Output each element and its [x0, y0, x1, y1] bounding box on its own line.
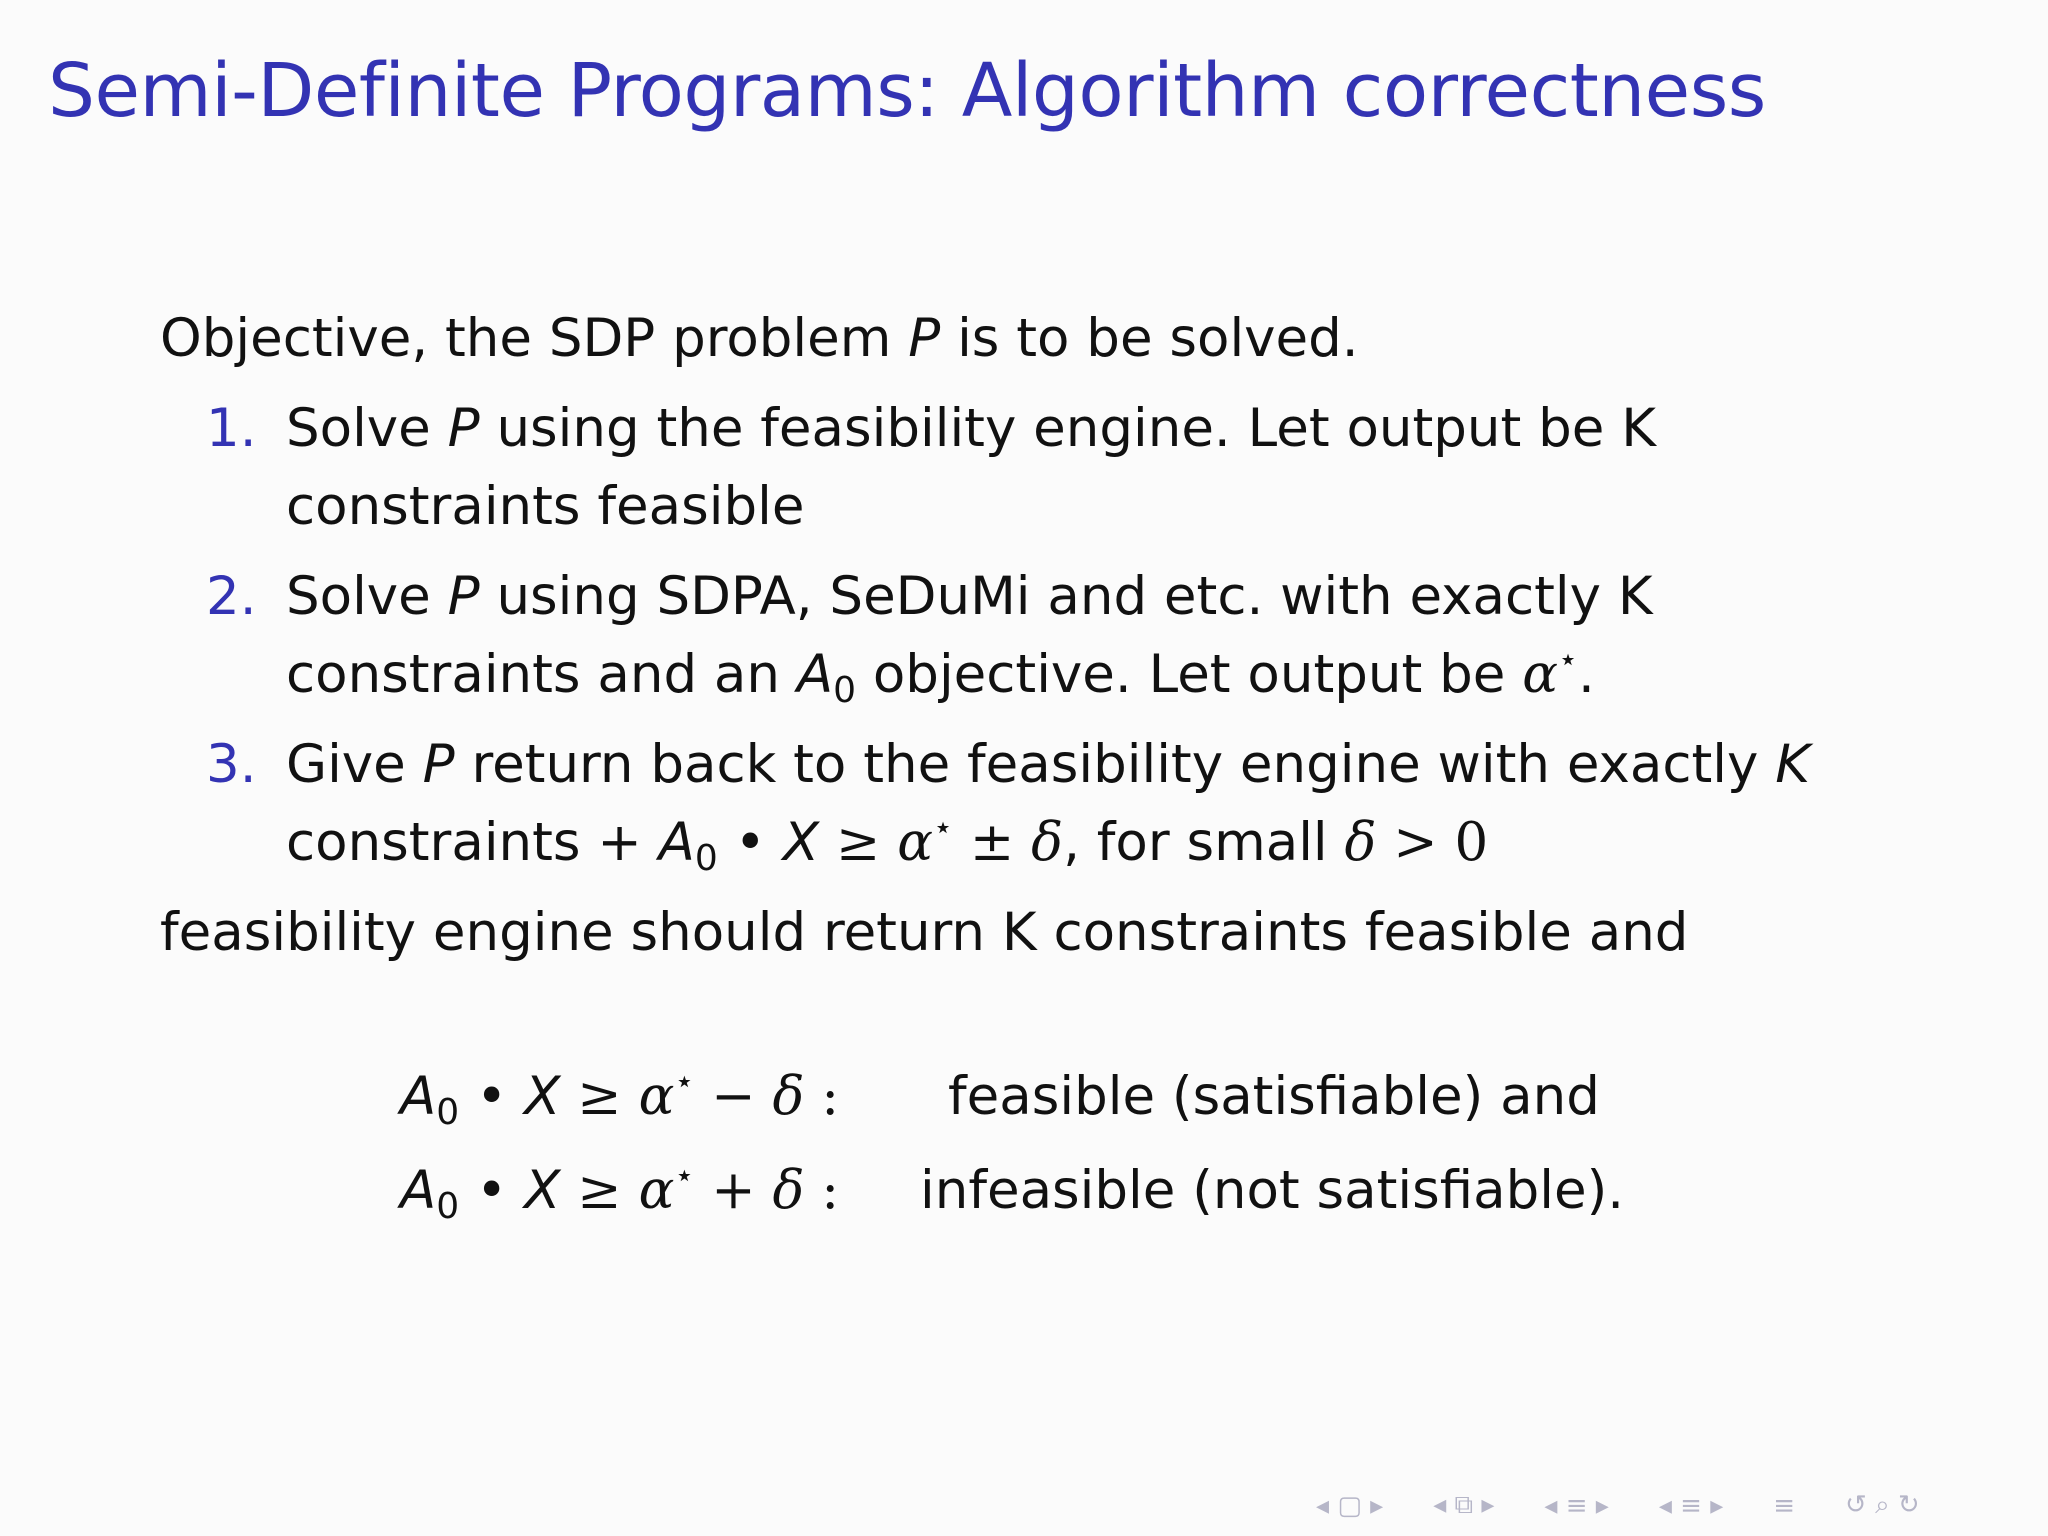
var-p: P	[447, 398, 480, 459]
text: using SDPA, SeDuMi and etc. with exactly K	[479, 566, 1653, 627]
text: objective. Let output be	[856, 644, 1523, 705]
item-line	[286, 390, 2000, 468]
var-a: A	[796, 644, 834, 705]
equations-block	[400, 1050, 1624, 1238]
var-delta: δ	[1031, 812, 1064, 873]
var-x: X	[524, 1160, 561, 1221]
nav-section-icon[interactable]: ◂ ≡ ▸	[1658, 1490, 1724, 1521]
bullet-op: •	[717, 812, 783, 873]
slide-body	[160, 300, 2000, 972]
text: constraints +	[286, 812, 659, 873]
text: .	[1578, 644, 1595, 705]
var-delta: δ	[772, 1160, 805, 1221]
var-x: X	[524, 1066, 561, 1127]
item-line	[286, 468, 2000, 546]
var-a: A	[658, 812, 695, 873]
text: constraints feasible	[286, 476, 805, 537]
intro-post: is to be solved.	[940, 308, 1359, 369]
ge-op: ≥	[819, 812, 898, 873]
var-x: X	[782, 812, 820, 873]
subscript: 0	[436, 1092, 460, 1133]
item-line	[286, 636, 2000, 714]
nav-frame-icon[interactable]: ◂ ⧉ ▸	[1433, 1490, 1495, 1520]
var-alpha: α	[1522, 644, 1558, 705]
nav-subsection-icon[interactable]: ◂ ≡ ▸	[1544, 1490, 1609, 1521]
item-number: 2.	[206, 566, 257, 627]
subscript: 0	[436, 1186, 460, 1227]
equation-result: feasible (satisfiable) and	[948, 1066, 1600, 1127]
text: return back to the feasibility engine with exactly	[454, 734, 1776, 795]
nav-left-icon[interactable]: ◂ ▢ ▸	[1316, 1490, 1384, 1521]
equation-result: infeasible (not satisfiable).	[920, 1160, 1625, 1221]
text: Give	[286, 734, 423, 795]
text: Solve	[286, 398, 448, 459]
pm-op: ±	[953, 812, 1032, 873]
var-alpha: α	[638, 1066, 675, 1127]
text: constraints and an	[286, 644, 797, 705]
ge-op: ≥	[560, 1066, 639, 1127]
var-p: P	[422, 734, 455, 795]
superscript-star: ⋆	[933, 808, 954, 846]
colon: :	[804, 1160, 840, 1221]
beamer-navigation	[1316, 1490, 1934, 1521]
ge-op: ≥	[560, 1160, 639, 1221]
equation-row-infeasible	[400, 1144, 1624, 1238]
var-a: A	[400, 1066, 437, 1127]
conclusion-line: feasibility engine should return K constraints feasible and	[160, 902, 1689, 963]
list-item-2	[160, 558, 2000, 714]
plus-op: +	[694, 1160, 773, 1221]
var-a: A	[400, 1160, 437, 1221]
equation-lhs	[400, 1050, 920, 1144]
subscript: 0	[833, 670, 857, 711]
subscript: 0	[694, 838, 718, 879]
text: Solve	[286, 566, 448, 627]
var-delta: δ	[1344, 812, 1377, 873]
superscript-star: ⋆	[1557, 640, 1579, 678]
superscript-star: ⋆	[674, 1062, 695, 1100]
list-item-3	[160, 726, 2000, 882]
bullet-op: •	[459, 1160, 525, 1221]
nav-search-icon[interactable]: ↺ ⌕ ↻	[1845, 1490, 1920, 1520]
minus-op: −	[694, 1066, 773, 1127]
list-item-1	[160, 390, 2000, 546]
item-number: 3.	[206, 734, 257, 795]
item-line	[286, 726, 2000, 804]
superscript-star: ⋆	[674, 1156, 695, 1194]
equation-row-feasible	[400, 1050, 1624, 1144]
bullet-op: •	[459, 1066, 525, 1127]
gt-op: > 0	[1376, 812, 1489, 873]
equation-lhs	[400, 1144, 920, 1238]
item-line	[286, 558, 2000, 636]
var-alpha: α	[897, 812, 933, 873]
text: , for small	[1063, 812, 1345, 873]
var-delta: δ	[772, 1066, 805, 1127]
intro-line	[160, 300, 2000, 378]
intro-pre: Objective, the SDP problem	[160, 308, 909, 369]
item-number: 1.	[206, 398, 257, 459]
item-line	[286, 804, 2000, 882]
text: using the feasibility engine. Let output be K	[479, 398, 1656, 459]
var-k: K	[1775, 734, 1810, 795]
var-alpha: α	[638, 1160, 675, 1221]
var-p: P	[447, 566, 480, 627]
nav-align-icon[interactable]: ≡	[1773, 1490, 1796, 1521]
slide-title: Semi-Definite Programs: Algorithm correctness	[48, 48, 1766, 134]
colon: :	[804, 1066, 840, 1127]
intro-var: P	[908, 308, 941, 369]
